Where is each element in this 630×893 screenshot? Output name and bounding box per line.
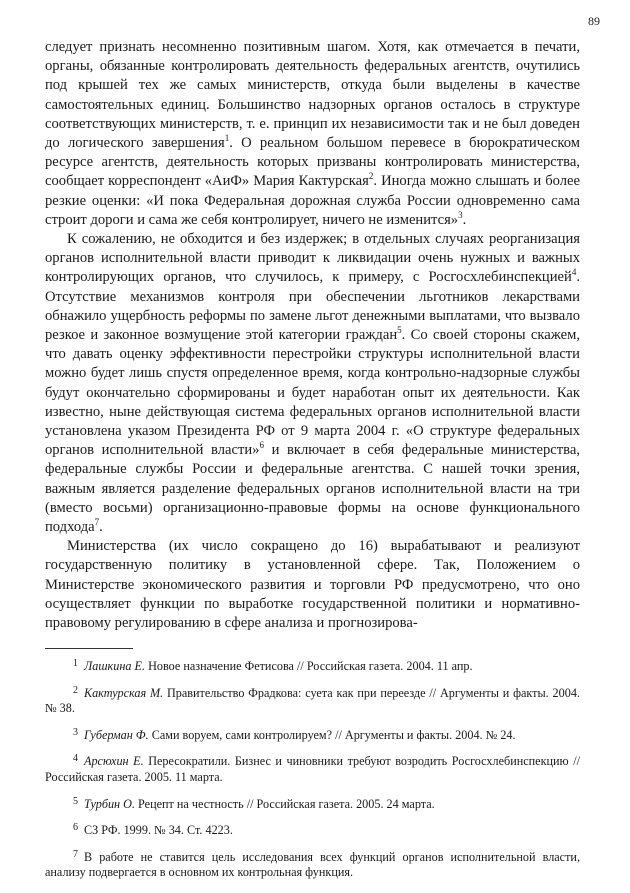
footnote-author: Арсюхин Е.: [84, 754, 144, 769]
footnote-author: Турбин О.: [84, 796, 135, 811]
footnote-number: 6: [73, 822, 78, 834]
footnotes: [45, 656, 580, 889]
footnote-marker: 7: [94, 517, 100, 528]
footnote: [45, 820, 580, 839]
page-number: 89: [588, 14, 600, 28]
paragraph-text: и включает в себя федеральные министерства, федеральные службы России и федеральные агентства. С нашей точки зрения, важным является разделение федеральных органов исполнительной власти на три (вместо восьми) организационно-правовые формы на основе функционального подхода: [45, 442, 580, 536]
footnote-text: Сами воруем, сами контролируем? // Аргументы и факты. 2004. № 24.: [148, 727, 516, 742]
footnote: [45, 847, 580, 881]
footnote: [45, 794, 580, 813]
paragraph-text: . О реальном большом перевесе в бюрократическом ресурсе агентств, деятельность которых призваны контролировать министерства, сообщает корреспондент «АиФ» Мария Кактурская: [45, 135, 580, 190]
footnote-marker: 4: [571, 267, 577, 278]
footnote-marker: 6: [259, 440, 264, 451]
footnote-number: 7: [73, 848, 78, 860]
paragraph-text: . Иногда можно слышать и более резкие оценки: «И пока Федеральная дорожная служба России одновременно сама строит дороги и сама же себя контролирует, ничего не изменится»: [45, 173, 580, 228]
footnote-author: Кактурская М.: [84, 685, 164, 700]
footnote-marker: 3: [458, 209, 463, 220]
footnote-marker: 5: [397, 325, 402, 336]
footnote-text: В работе не ставится цель исследования всех функций органов исполнительной власти, анализу подвергается в основном их контрольная функция.: [45, 849, 580, 880]
footnote-author: Лашкина Е.: [84, 659, 146, 673]
paragraph-text: . Со своей стороны скажем, что давать оценку эффективности перестройки структуры исполнительной власти можно будет лишь спустя определенное время, когда контрольно-надзорные службы будут окончательно сформированы и будет наработан опыт их деятельности. Как известно, ныне действующая система федеральных органов исполнительной власти установлена указом Президента РФ от 9 марта 2004 г. «О структуре федеральных органов исполнительной власти»: [45, 327, 580, 459]
paragraph-text: .: [462, 211, 467, 228]
paragraph-text: . Отсутствие механизмов контроля при обеспечении льготников лекарствами обнажило ущербность реформы по замене льгот денежными выплатами, что вызвало резкое и законное возмущение этой категории граждан: [45, 269, 580, 344]
footnote: [45, 725, 580, 744]
footnote: [45, 751, 580, 785]
footnote-number: 2: [73, 684, 78, 696]
footnote-separator: [45, 648, 133, 649]
footnote-number: 4: [73, 753, 78, 765]
footnote-number: 3: [73, 726, 78, 738]
footnote-text: Пересократили. Бизнес и чиновники требуют возродить Росгосхлебинспекцию // Российская газета. 2005. 11 марта.: [45, 754, 580, 784]
footnote-number: 1: [73, 658, 78, 669]
paragraph: [45, 38, 580, 230]
footnote: [45, 656, 580, 675]
footnote-text: Рецепт на честность // Российская газета. 2005. 24 марта.: [135, 796, 435, 811]
footnote-marker: 2: [368, 171, 374, 182]
footnote-author: Губерман Ф.: [84, 727, 149, 742]
footnote-number: 5: [73, 795, 78, 807]
paragraph-text: К сожалению, не обходится и без издержек; в отдельных случаях реорганизация органов исполнительной власти приводит к ликвидации очень нужных и важных контролирующих органов, что случилось, к примеру, с Росгосхлебинспекцией: [45, 231, 580, 286]
footnote-marker: 1: [224, 133, 230, 144]
footnote: [45, 683, 580, 717]
body-text: [45, 38, 580, 633]
paragraph-text: следует признать несомненно позитивным шагом. Хотя, как отмечается в печати, органы, обязанные контролировать деятельность федеральных агентств, очутились под крышей тех же самых министерств, откуда были выделены в качестве самостоятельных единиц. Большинство надзорных органов осталось в структуре соответствующих министерств, т. е. принцип их независимости так и не был доведен до логического завершения: [45, 39, 580, 152]
paragraph-text: .: [99, 519, 103, 536]
footnote-text: Новое назначение Фетисова // Российская газета. 2004. 11 апр.: [145, 659, 473, 673]
paragraph: [45, 537, 580, 633]
footnote-text: Правительство Фрадкова: суета как при переезде // Аргументы и факты. 2004. № 38.: [45, 685, 580, 716]
paragraph: [45, 230, 580, 537]
paragraph-text: Министерства (их число сокращено до 16) вырабатывают и реализуют государственную политику в установленной сфере. Так, Положением о Министерстве экономического развития и торговли РФ предусмотрено, что оно осуществляет функции по выработке государственной политики и нормативно-правовому регулированию в сфере анализа и прогнозирова-: [45, 538, 580, 632]
footnote-text: СЗ РФ. 1999. № 34. Ст. 4223.: [84, 823, 233, 838]
